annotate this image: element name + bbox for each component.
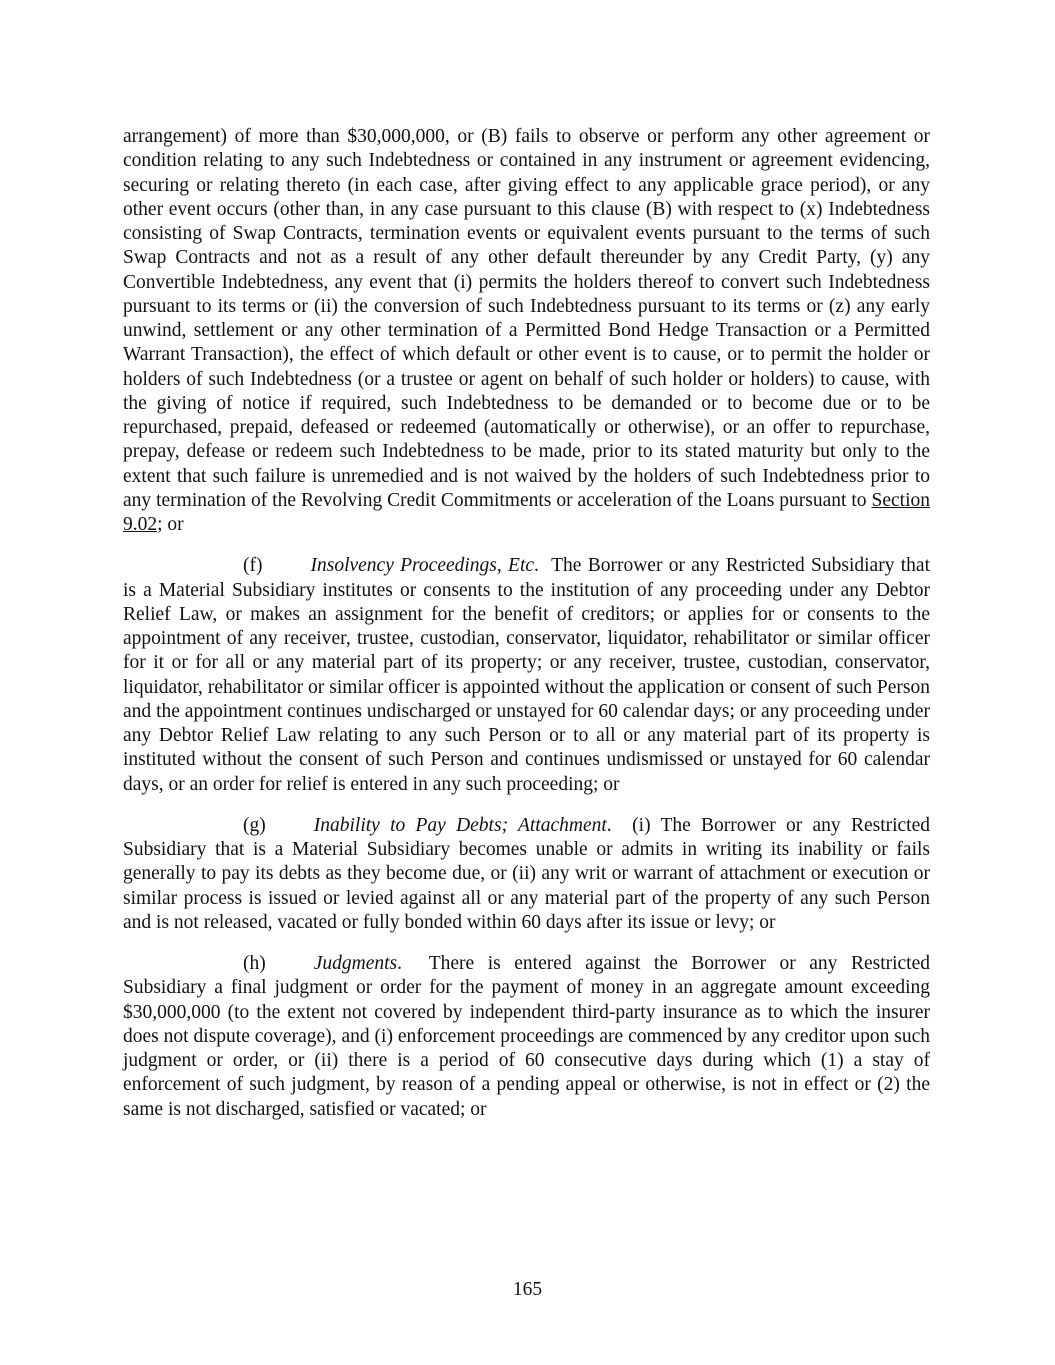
page-content: [123, 125, 930, 1122]
paragraph-f: [123, 554, 930, 797]
section-9-02-reference: Section 9.02: [123, 489, 930, 535]
paragraph-h: [123, 952, 930, 1122]
clause-f-letter: (f): [243, 555, 263, 577]
clause-h-heading: Judgments: [313, 953, 398, 974]
continuation-text: arrangement) of more than $30,000,000, or (B) fails to observe or perform any other agreement or condition relating to any such Indebtedness or contained in any instrument or agreement evidencing, securing or relating thereto (in each case, after giving effect to any applicable grace period), or any other event occurs (other than, in any case pursuant to this clause (B) with respect to (x) Indebtedness consisting of Swap Contracts, termination events or equivalent events pursuant to the terms of such Swap Contracts and not as a result of any other default thereunder by any Credit Party, (y) any Convertible Indebtedness, any event that (i) permits the holders thereof to convert such Indebtedness pursuant to its terms or (ii) the conversion of such Indebtedness pursuant to its terms or (z) any early unwind, settlement or any other termination of a Permitted Bond Hedge Transaction or a Permitted Warrant Transaction), the effect of which default or other event is to cause, or to permit the holder or holders of such Indebtedness (or a trustee or agent on behalf of such holder or holders) to cause, with the giving of notice if required, such Indebtedness to be demanded or to become due or to be repurchased, prepaid, defeased or redeemed (automatically or otherwise), or an offer to repurchase, prepay, defease or redeem such Indebtedness to be made, prior to its stated maturity but only to the extent that such failure is unremedied and is not waived by the holders of such Indebtedness prior to any termination of the Revolving Credit Commitments or acceleration of the Loans pursuant to: [123, 126, 930, 511]
paragraph-g: [123, 814, 930, 935]
clause-g-heading: Inability to Pay Debts; Attachment: [313, 814, 607, 836]
clause-f-heading: Insolvency Proceedings, Etc: [310, 555, 535, 577]
clause-h-letter: (h): [243, 953, 266, 974]
clause-f-body: . The Borrower or any Restricted Subsidiary that is a Material Subsidiary institutes or consents to the institution of any proceeding under any Debtor Relief Law, or makes an assignment for the benefit of creditors; or applies for or consents to the appointment of any receiver, trustee, custodian, conservator, liquidator, rehabilitator or similar officer for it or for all or any material part of its property; or any receiver, trustee, custodian, conservator, liquidator, rehabilitator or similar officer is appointed without the application or consent of such Person and the appointment continues undischarged or unstayed for 60 calendar days; or any proceeding under any Debtor Relief Law relating to any such Person or to all or any material part of its property is instituted without the consent of such Person and continues undismissed or unstayed for 60 calendar days, or an order for relief is entered in any such proceeding; or: [123, 555, 930, 795]
paragraph-continuation: [123, 125, 930, 537]
clause-g-letter: (g): [243, 814, 266, 836]
page-number: 165: [512, 1279, 543, 1300]
clause-g-body: . (i) The Borrower or any Restricted Subsidiary that is a Material Subsidiary becomes unable or admits in writing its inability or fails generally to pay its debts as they become due, or (ii) any writ or warrant of attachment or execution or similar process is issued or levied against all or any material part of the property of any such Person and is not released, vacated or fully bonded within 60 days after its issue or levy; or: [123, 814, 930, 933]
continuation-text-after: ; or: [157, 514, 184, 535]
clause-h-body: . There is entered against the Borrower or any Restricted Subsidiary a final judgment or order for the payment of money in an aggregate amount exceeding $30,000,000 (to the extent not covered by independent third-party insurance as to which the insurer does not dispute coverage), and (i) enforcement proceedings are commenced by any creditor upon such judgment or order, or (ii) there is a period of 60 consecutive days during which (1) a stay of enforcement of such judgment, by reason of a pending appeal or otherwise, is not in effect or (2) the same is not discharged, satisfied or vacated; or: [123, 953, 930, 1120]
